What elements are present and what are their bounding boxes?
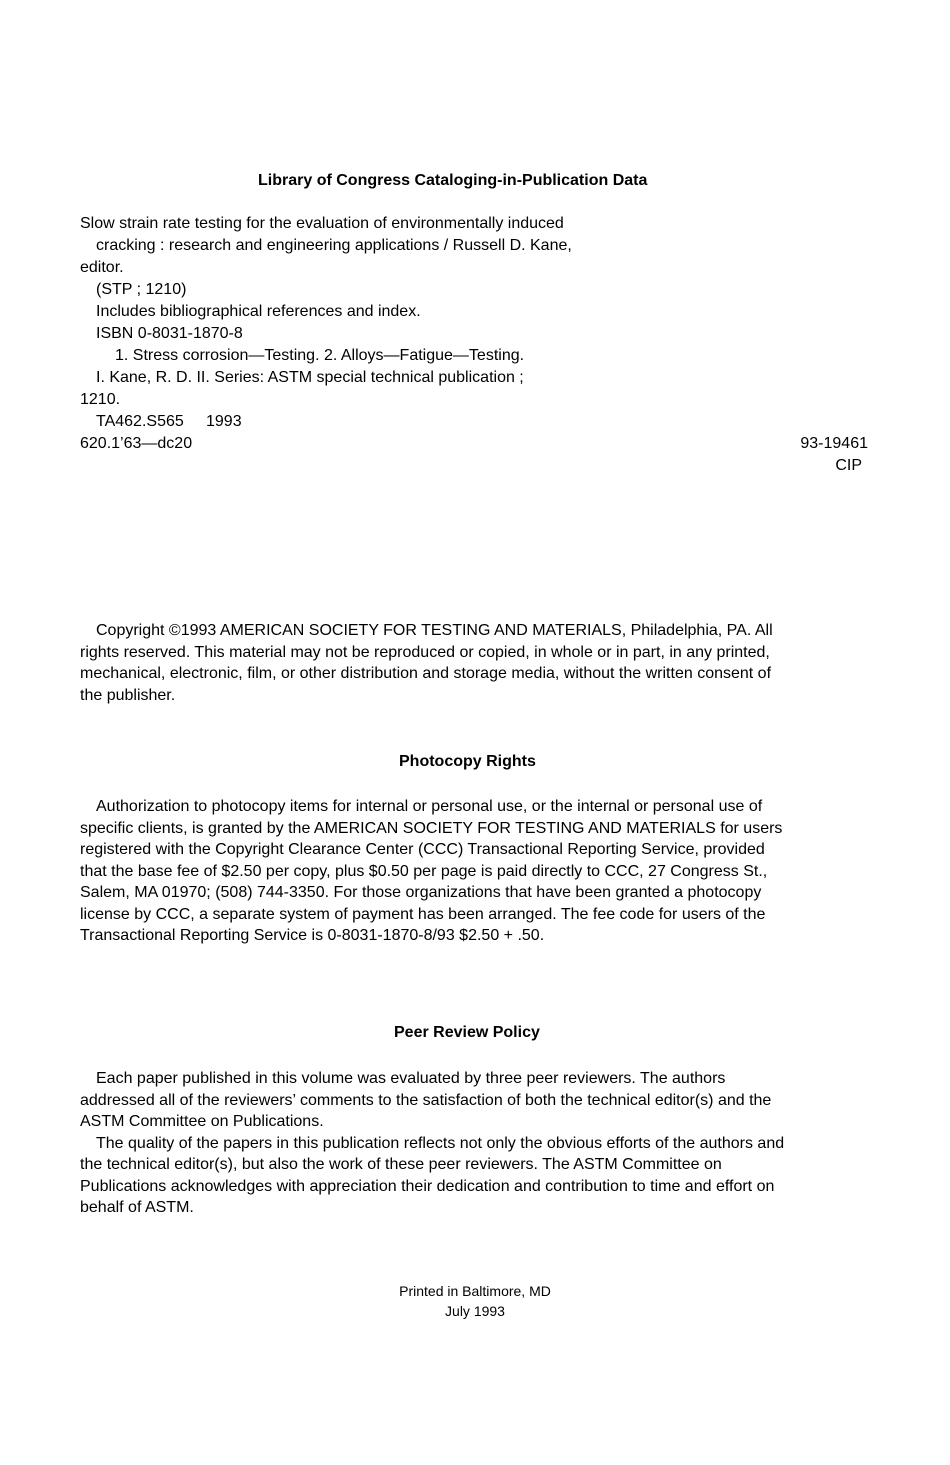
cip-subjects: 1. Stress corrosion—Testing. 2. Alloys—Fatigue—Testing. xyxy=(115,347,525,364)
peer-review-line: The quality of the papers in this publication reflects not only the obvious efforts of the authors and xyxy=(96,1134,785,1152)
photocopy-line: registered with the Copyright Clearance Center (CCC) Transactional Reporting Service, provided xyxy=(80,841,765,858)
cip-dewey-number: 620.1’63—dc20 xyxy=(80,435,193,452)
copyright-line: rights reserved. This material may not be reproduced or copied, in whole or in part, in any printed, xyxy=(80,643,770,661)
copyright-line: Copyright ©1993 AMERICAN SOCIETY FOR TESTING AND MATERIALS, Philadelphia, PA. All xyxy=(96,622,773,639)
peer-review-line: behalf of ASTM. xyxy=(80,1199,194,1216)
cip-label: CIP xyxy=(835,457,862,474)
cip-title-line-3: editor. xyxy=(80,259,124,276)
photocopy-heading: Photocopy Rights xyxy=(399,753,536,770)
peer-review-line: addressed all of the reviewers’ comments to the satisfaction of both the technical editor(s) and the xyxy=(80,1091,772,1109)
photocopy-line: Transactional Reporting Service is 0-8031-1870-8/93 $2.50 + .50. xyxy=(80,927,545,944)
cip-record-number: 93-19461 xyxy=(800,435,868,452)
cip-heading: Library of Congress Cataloging-in-Publication Data xyxy=(258,172,648,189)
cip-title-line-2: cracking : research and engineering applications / Russell D. Kane, xyxy=(96,237,572,254)
copyright-line: mechanical, electronic, film, or other distribution and storage media, without the written consent of xyxy=(80,665,772,682)
imprint-place: Printed in Baltimore, MD xyxy=(399,1283,551,1299)
photocopy-line: specific clients, is granted by the AMERICAN SOCIETY FOR TESTING AND MATERIALS for users xyxy=(80,819,783,837)
peer-review-heading: Peer Review Policy xyxy=(394,1024,540,1041)
peer-review-line: the technical editor(s), but also the work of these peer reviewers. The ASTM Committee on xyxy=(80,1156,722,1173)
photocopy-paragraph xyxy=(80,796,782,947)
cip-added-entries: I. Kane, R. D. II. Series: ASTM special technical publication ; xyxy=(96,369,524,386)
cip-series-number: 1210. xyxy=(80,391,121,408)
peer-review-line: Publications acknowledges with appreciation their dedication and contribution to time and effort on xyxy=(80,1177,775,1195)
cip-title-line-1: Slow strain rate testing for the evaluation of environmentally induced xyxy=(80,215,564,232)
peer-review-paragraph xyxy=(80,1068,784,1219)
peer-review-line: Each paper published in this volume was evaluated by three peer reviewers. The authors xyxy=(96,1070,726,1087)
copyright-paragraph xyxy=(80,620,773,706)
copyright-line: the publisher. xyxy=(80,686,176,704)
cip-isbn: ISBN 0-8031-1870-8 xyxy=(96,325,243,342)
photocopy-line: that the base fee of $2.50 per copy, plus $0.50 per page is paid directly to CCC, 27 Congress St., xyxy=(80,862,768,880)
photocopy-line: license by CCC, a separate system of payment has been arranged. The fee code for users of the xyxy=(80,905,766,923)
imprint-date: July 1993 xyxy=(445,1303,505,1319)
cip-bibliography-note: Includes bibliographical references and index. xyxy=(96,303,421,320)
cip-call-number: TA462.S565 1993 xyxy=(96,413,242,430)
photocopy-line: Salem, MA 01970; (508) 744-3350. For those organizations that have been granted a photocopy xyxy=(80,884,762,901)
cip-series-note: (STP ; 1210) xyxy=(96,281,187,298)
peer-review-line: ASTM Committee on Publications. xyxy=(80,1113,324,1130)
photocopy-line: Authorization to photocopy items for internal or personal use, or the internal or personal use of xyxy=(96,798,763,815)
